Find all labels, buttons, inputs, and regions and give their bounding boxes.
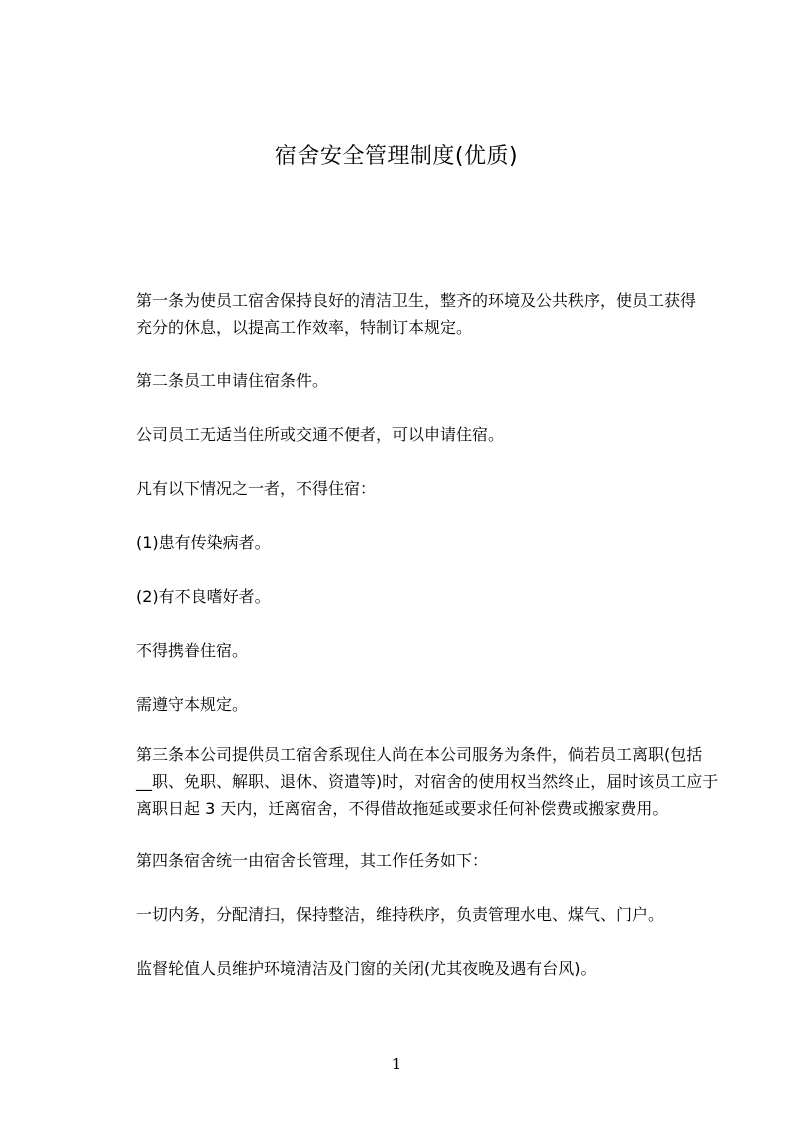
paragraph-line: 不得携眷住宿。 — [136, 641, 249, 660]
paragraph-exclusion-1 — [136, 529, 726, 556]
paragraph-line: 第四条宿舍统一由宿舍长管理，其工作任务如下： — [136, 851, 489, 870]
paragraph-line: 第二条员工申请住宿条件。 — [136, 371, 329, 390]
page-number: 1 — [391, 1055, 402, 1073]
paragraph-article-1 — [136, 287, 726, 341]
paragraph-line: 监督轮值人员维护环境清洁及门窗的关闭(尤其夜晚及遇有台风)。 — [136, 959, 597, 978]
paragraph-article-2 — [136, 367, 726, 394]
paragraph-article-3 — [136, 741, 726, 822]
paragraph-line: 需遵守本规定。 — [136, 695, 249, 714]
paragraph-line: 一切内务，分配清扫，保持整洁，维持秩序，负责管理水电、煤气、门户。 — [136, 905, 665, 924]
paragraph-exclusions — [136, 475, 726, 502]
paragraph-line: (2)有不良嗜好者。 — [136, 587, 271, 606]
paragraph-no-family — [136, 637, 726, 664]
paragraph-line: 充分的休息，以提高工作效率，特制订本规定。 — [136, 318, 473, 337]
paragraph-line: 第一条为使员工宿舍保持良好的清洁卫生，整齐的环境及公共秩序，使员工获得 — [136, 291, 697, 310]
paragraph-eligibility — [136, 421, 726, 448]
paragraph-article-4 — [136, 847, 726, 874]
document-title: 宿舍安全管理制度(优质) — [274, 144, 519, 169]
paragraph-line: 第三条本公司提供员工宿舍系现住人尚在本公司服务为条件，倘若员工离职(包括 — [136, 745, 703, 764]
paragraph-comply — [136, 691, 726, 718]
paragraph-line: (1)患有传染病者。 — [136, 533, 271, 552]
paragraph-line: 离职日起 3 天内，迁离宿舍，不得借故拖延或要求任何补偿费或搬家费用。 — [136, 799, 669, 818]
paragraph-line: 公司员工无适当住所或交通不便者，可以申请住宿。 — [136, 425, 505, 444]
paragraph-line: __职、免职、解职、退休、资遣等)时，对宿舍的使用权当然终止，届时该员工应于 — [136, 772, 719, 791]
paragraph-exclusion-2 — [136, 583, 726, 610]
paragraph-duties-2 — [136, 955, 726, 982]
paragraph-line: 凡有以下情况之一者，不得住宿： — [136, 479, 377, 498]
paragraph-duties-1 — [136, 901, 726, 928]
